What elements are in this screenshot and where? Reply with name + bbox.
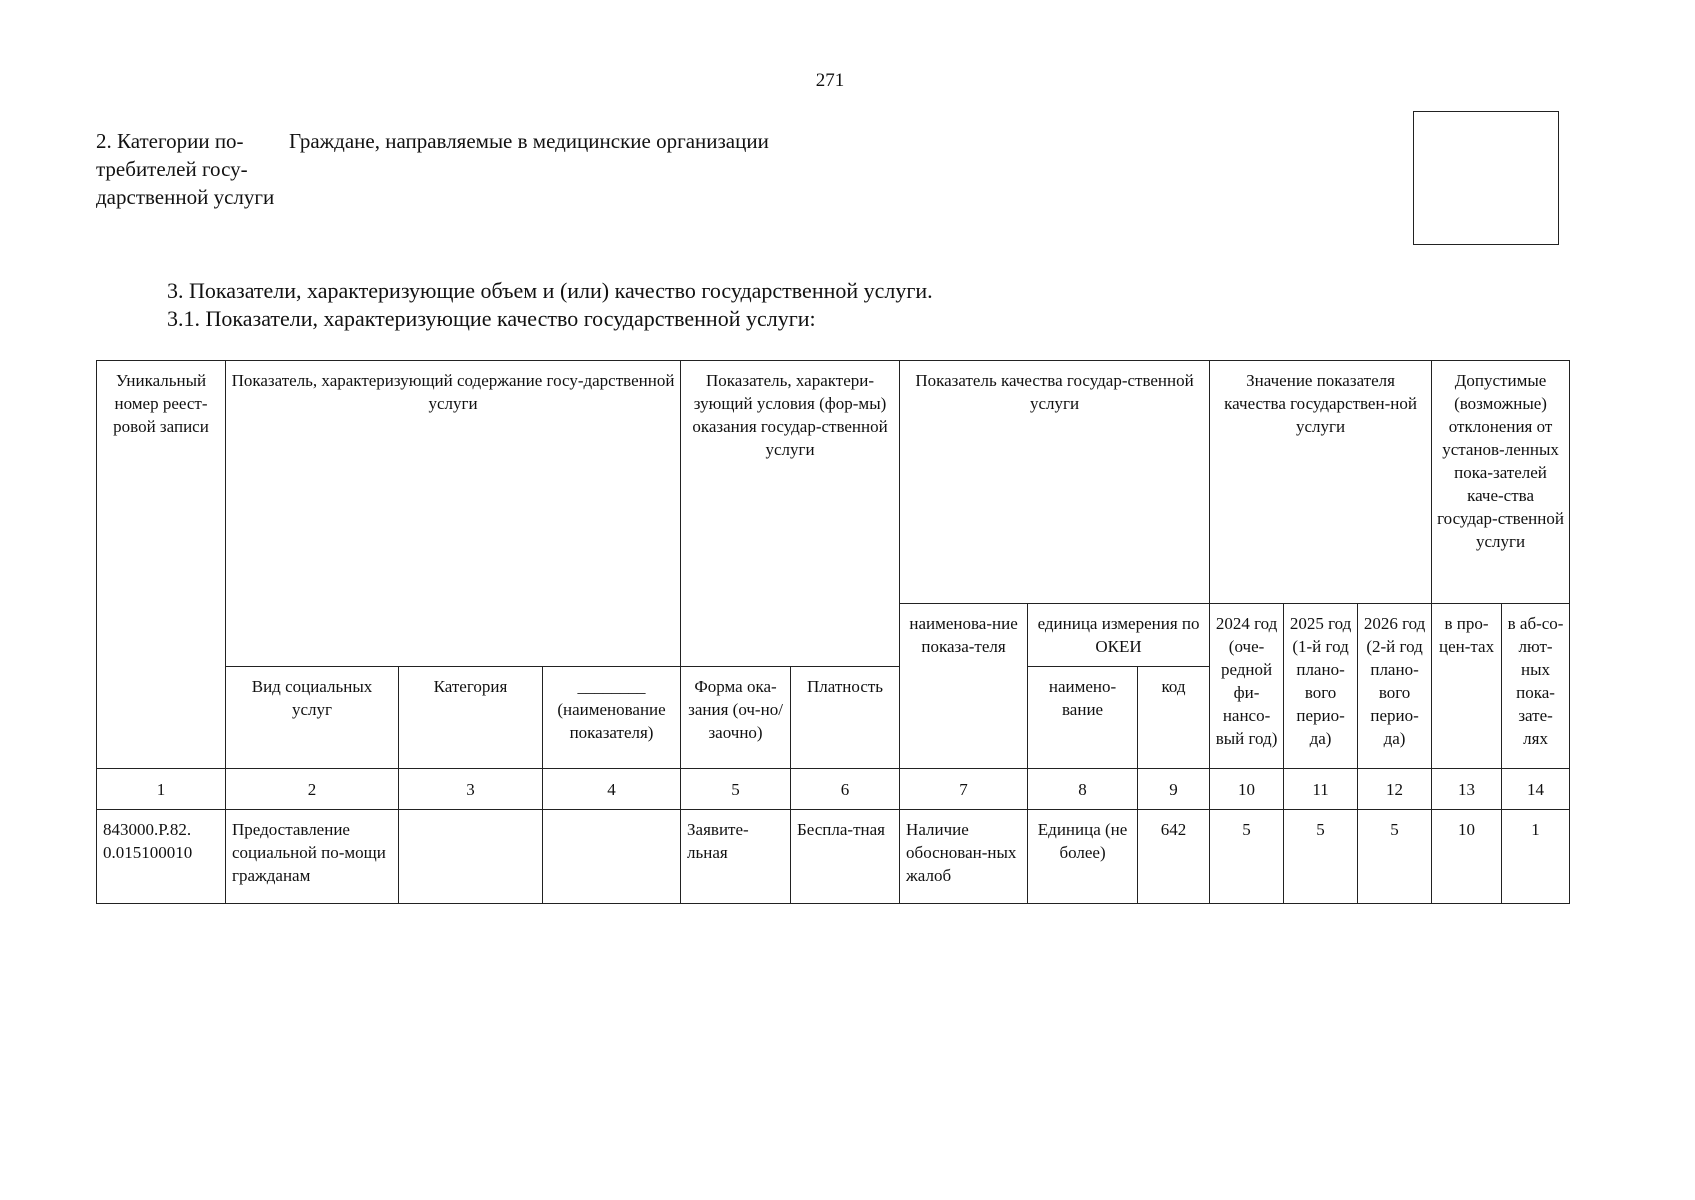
- header-quality-indicator: Показатель качества государ-ственной услуги: [900, 361, 1210, 604]
- header-conditions-indicator: Показатель, характери-зующий условия (фор-мы) оказания государ-ственной услуги: [681, 361, 900, 667]
- column-number: 4: [543, 769, 681, 810]
- column-number: 1: [97, 769, 226, 810]
- header-content-indicator: Показатель, характеризующий содержание госу-дарственной услуги: [226, 361, 681, 667]
- cell-payment: Беспла-тная: [791, 810, 900, 904]
- cell-value-2026: 5: [1358, 810, 1432, 904]
- header-unit-name: наимено-вание: [1028, 667, 1138, 769]
- section-3-1-heading: 3.1. Показатели, характеризующие качество государственной услуги:: [167, 306, 816, 331]
- cell-value-2025: 5: [1284, 810, 1358, 904]
- header-unit-code: код: [1138, 667, 1210, 769]
- registry-code-box: [1413, 111, 1559, 245]
- header-blank-name: (наименование показателя): [557, 700, 666, 742]
- cell-unit-name: Единица (не более): [1028, 810, 1138, 904]
- header-year-2026: 2026 год (2-й год плано-вого перио-да): [1358, 604, 1432, 769]
- cell-service-kind: Предоставление социальной по-мощи гражданам: [226, 810, 399, 904]
- header-category: Категория: [399, 667, 543, 769]
- header-provision-form: Форма ока-зания (оч-но/заочно): [681, 667, 791, 769]
- cell-indicator-name: Наличие обоснован-ных жалоб: [900, 810, 1028, 904]
- column-number: 7: [900, 769, 1028, 810]
- cell-provision-form: Заявите-льная: [681, 810, 791, 904]
- header-okei-unit: единица измерения по ОКЕИ: [1028, 604, 1210, 667]
- column-number: 5: [681, 769, 791, 810]
- column-number: 2: [226, 769, 399, 810]
- column-number: 12: [1358, 769, 1432, 810]
- header-service-kind: Вид социальных услуг: [226, 667, 399, 769]
- header-deviation-percent: в про-цен-тах: [1432, 604, 1502, 769]
- cell-category: [399, 810, 543, 904]
- column-number: 9: [1138, 769, 1210, 810]
- cell-unit-code: 642: [1138, 810, 1210, 904]
- column-number: 10: [1210, 769, 1284, 810]
- header-unique-number: Уникальный номер реест-ровой записи: [97, 361, 226, 769]
- cell-deviation-absolute: 1: [1502, 810, 1570, 904]
- cell-deviation-percent: 10: [1432, 810, 1502, 904]
- consumer-category-label: 2. Категории по-требителей госу-дарственной услуги: [96, 129, 275, 209]
- column-numbers-row: [97, 769, 1570, 810]
- cell-value-2024: 5: [1210, 810, 1284, 904]
- consumer-category-value: Граждане, направляемые в медицинские организации: [289, 129, 769, 153]
- header-blank-line: ________: [577, 677, 646, 696]
- header-year-2024: 2024 год (оче-редной фи-нансо-вый год): [1210, 604, 1284, 769]
- column-number: 6: [791, 769, 900, 810]
- column-number: 13: [1432, 769, 1502, 810]
- header-deviation-absolute: в аб-со-лют-ных пока-зате-лях: [1502, 604, 1570, 769]
- column-number: 11: [1284, 769, 1358, 810]
- quality-indicators-table: [96, 360, 1570, 904]
- column-number: 14: [1502, 769, 1570, 810]
- header-blank-indicator: [543, 667, 681, 769]
- cell-blank-indicator: [543, 810, 681, 904]
- column-number: 3: [399, 769, 543, 810]
- page-number: 271: [815, 70, 845, 91]
- header-payment: Платность: [791, 667, 900, 769]
- cell-registry-number: 843000.Р.82. 0.015100010: [97, 810, 226, 904]
- column-number: 8: [1028, 769, 1138, 810]
- table-row: [97, 810, 1570, 904]
- header-indicator-value: Значение показателя качества государствен-ной услуги: [1210, 361, 1432, 604]
- header-indicator-name: наименова-ние показа-теля: [900, 604, 1028, 769]
- section-3-heading: 3. Показатели, характеризующие объем и (или) качество государственной услуги.: [167, 278, 933, 303]
- header-allowed-deviation: Допустимые (возможные) отклонения от установ-ленных пока-зателей каче-ства государ-ственной услуги: [1432, 361, 1570, 604]
- header-year-2025: 2025 год (1-й год плано-вого перио-да): [1284, 604, 1358, 769]
